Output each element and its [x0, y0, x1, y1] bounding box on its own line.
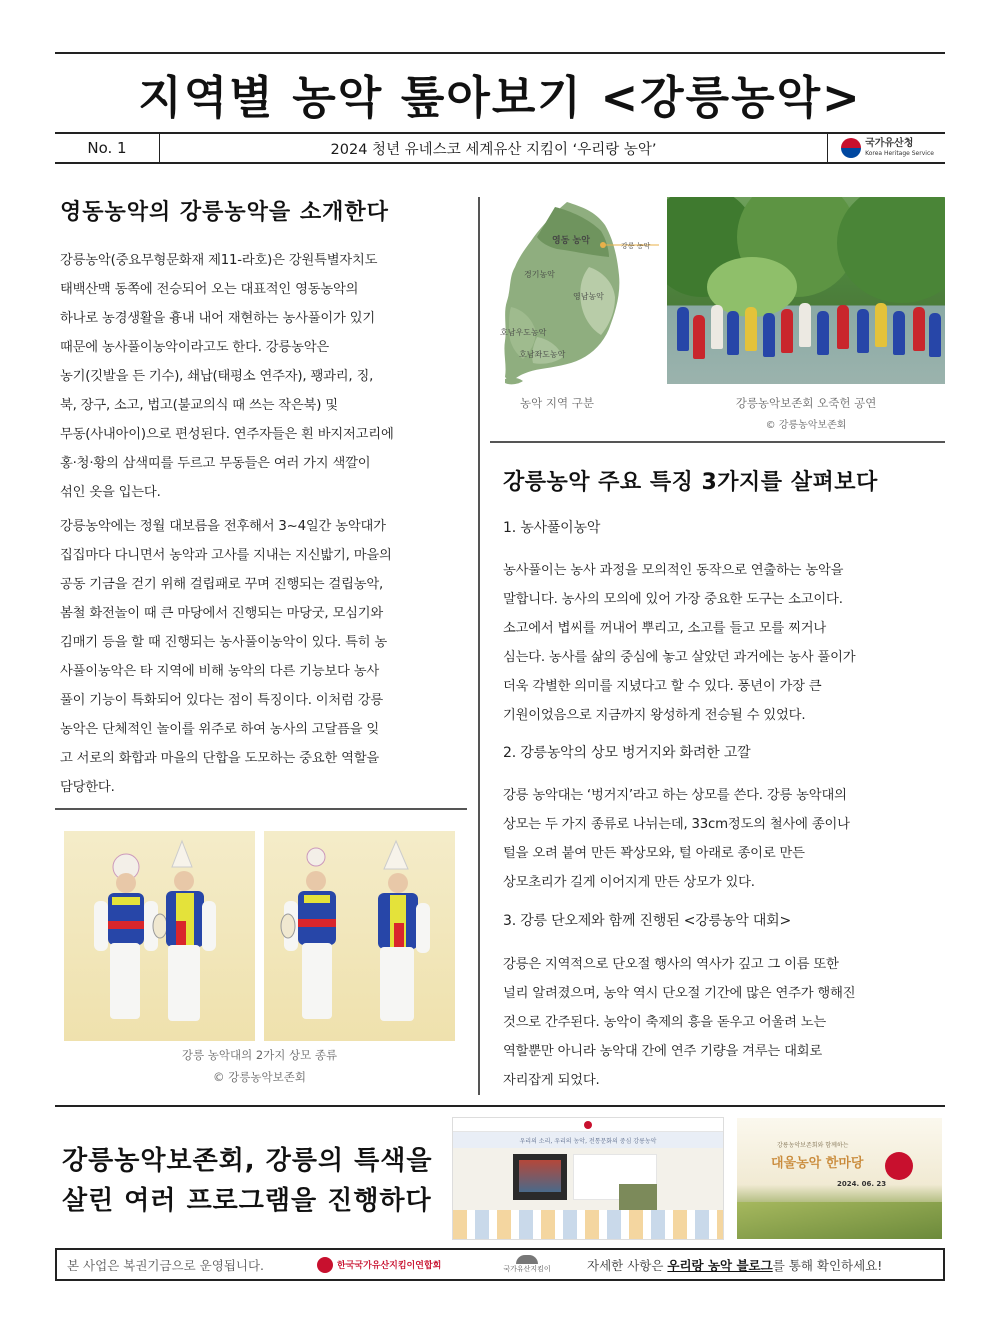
blog-link[interactable]: 우리랑 농악 블로그 — [667, 1257, 773, 1273]
org2-logo: 국가유산지킴이 — [487, 1255, 567, 1274]
photo-caption: 강릉농악보존회 오죽헌 공연 — [735, 396, 877, 410]
map-label-yeongdong: 영동 농악 — [552, 236, 590, 246]
feature-1-title: 1. 농사풀이농악 — [503, 520, 601, 536]
intro-paragraph-2 — [60, 512, 465, 802]
feature-1-line: 심는다. 농사를 삶의 중심에 놓고 살았던 과거에는 농사 풀이가 — [503, 650, 856, 665]
intro-p2-line: 집집마다 다니면서 농악과 고사를 지내는 지신밟기, 마을의 — [60, 548, 392, 563]
map-label-honam-jwado: 호남좌도농악 — [519, 350, 566, 359]
costume-caption: 강릉 농악대의 2가지 상모 종류 — [181, 1048, 338, 1062]
map-label-gyeonggi: 경기농악 — [524, 270, 555, 279]
org1-logo: 한국국가유산지킴이연합회 — [317, 1257, 487, 1273]
feature-2-line: 상모초리가 길게 이어지게 만든 상모가 있다. — [503, 875, 755, 890]
issue-subtitle: 2024 청년 유네스코 세계유산 지킴이 ‘우리랑 농악’ — [160, 134, 828, 162]
intro-p1-line: 농기(깃발을 든 기수), 쇄납(태평소 연주자), 꽹과리, 징, — [60, 369, 374, 384]
column-divider — [478, 197, 480, 1095]
feature-3-line: 강릉은 지역적으로 단오절 행사의 역사가 깊고 그 이름 또한 — [503, 957, 839, 972]
korea-map — [497, 197, 665, 389]
intro-p1-line: 하나로 농경생활을 흉내 내어 재현하는 농사풀이가 있기 — [60, 311, 375, 326]
map-label-honam-udo: 호남우도농악 — [500, 328, 547, 337]
intro-p2-line: 고 서로의 화합과 마을의 단합을 도모하는 중요한 역할을 — [60, 751, 380, 766]
feature-1-line: 농사풀이는 농사 과정을 모의적인 동작으로 연출하는 농악을 — [503, 563, 844, 578]
feature-1-line: 더욱 각별한 의미를 지녔다고 할 수 있다. 풍년이 가장 큰 — [503, 679, 822, 694]
taegeuk-icon — [841, 138, 861, 158]
org1-emblem-icon — [317, 1257, 333, 1273]
dancer-left-a — [94, 854, 167, 1019]
intro-p2-line: 풀이 기능이 특화되어 있다는 점이 특징이다. 이처럼 강릉 — [60, 693, 384, 708]
photo-credit: © 강릉농악보존회 — [765, 420, 847, 431]
dancer-right-a — [281, 848, 336, 1019]
dancers-illustration-left — [64, 831, 255, 1041]
performance-photo — [667, 197, 945, 384]
site-header — [453, 1118, 723, 1132]
issue-bar — [55, 132, 945, 164]
feature-2-line: 상모는 두 가지 종류로 나뉘는데, 33cm정도의 철사에 종이나 — [503, 817, 850, 832]
feature-3-line: 자리잡게 되었다. — [503, 1073, 600, 1088]
intro-p2-line: 담당한다. — [60, 780, 115, 795]
costume-credit: © 강릉농악보존회 — [213, 1070, 306, 1084]
dancer-right-b — [378, 841, 430, 1021]
dancer-left-b — [166, 841, 216, 1021]
costume-photo-right — [264, 831, 455, 1041]
site-thumb — [619, 1184, 657, 1210]
intro-p1-line: 무동(사내아이)으로 편성된다. 연주자들은 흰 바지저고리에 — [60, 427, 394, 442]
feature-2-text — [503, 781, 943, 897]
intro-paragraph-1 — [60, 246, 465, 507]
poster-hills — [737, 1202, 942, 1239]
website-screenshot — [452, 1117, 724, 1240]
poster-date-badge — [885, 1152, 913, 1180]
feature-1-line: 소고에서 볍씨를 꺼내어 뿌리고, 소고를 들고 모를 찌거나 — [503, 621, 827, 636]
program-heading-line2: 살린 여러 프로그램을 진행하다 — [62, 1186, 432, 1216]
poster-subtitle: 강릉농악보존회와 함께하는 — [777, 1142, 849, 1149]
feature-1-text — [503, 556, 943, 730]
intro-p1-line: 섞인 옷을 입는다. — [60, 485, 161, 500]
masthead — [55, 54, 945, 132]
map-label-yeongnam: 영남농악 — [573, 292, 604, 301]
intro-p1-line: 강릉농악(중요무형문화재 제11-라호)은 강원특별자치도 — [60, 253, 378, 268]
site-characters — [453, 1210, 724, 1240]
feature-1-line: 말합니다. 농사의 모의에 있어 가장 중요한 도구는 소고이다. — [503, 592, 843, 607]
feature-2-line: 털을 오려 붙여 만든 꽉상모와, 털 아래로 종이로 만든 — [503, 846, 805, 861]
intro-p1-line: 북, 장구, 소고, 법고(불교의식 때 쓰는 작은북) 및 — [60, 398, 338, 413]
page-title: 지역별 농악 톺아보기 <강릉농악> — [138, 70, 862, 124]
blog-note: 자세한 사항은 우리랑 농악 블로그를 통해 확인하세요! — [587, 1257, 883, 1273]
intro-p1-line: 때문에 농사풀이농악이라고도 한다. 강릉농악은 — [60, 340, 330, 355]
heritage-service-logo — [830, 134, 945, 162]
feature-3-line: 널리 알려졌으며, 농악 역시 단오절 기간에 많은 연주가 행해진 — [503, 986, 856, 1001]
program-heading-line1: 강릉농악보존회, 강릉의 특색을 — [62, 1146, 433, 1176]
intro-p2-line: 봄철 화전놀이 때 큰 마당에서 진행되는 마당굿, 모심기와 — [60, 606, 384, 621]
poster-date: 2024. 06. 23 — [837, 1180, 887, 1188]
feature-3-line: 것으로 간주된다. 농악이 축제의 흥을 돋우고 어울려 노는 — [503, 1015, 827, 1030]
map-caption: 농악 지역 구분 — [520, 396, 594, 410]
site-video — [513, 1154, 567, 1200]
intro-p2-line: 공동 기금을 걷기 위해 걸립패로 꾸며 진행되는 걸립농악, — [60, 577, 384, 592]
dancers-illustration-right — [264, 831, 455, 1041]
map-label-gangneung: 강릉 농악 — [621, 242, 651, 250]
intro-divider — [55, 808, 467, 810]
intro-p1-line: 홍·청·황의 삼색띠를 두르고 무동들은 여러 가지 색깔이 — [60, 456, 371, 471]
site-logo-icon — [584, 1121, 592, 1129]
event-poster — [737, 1118, 942, 1239]
poster-title: 대울농악 한마당 — [771, 1156, 864, 1171]
feature-3-line: 역할뿐만 아니라 농악대 간에 연주 기량을 겨루는 대회로 — [503, 1044, 823, 1059]
intro-p2-line: 김매기 등을 할 때 진행되는 농사풀이농악이 있다. 특히 농 — [60, 635, 388, 650]
logo-text: 국가유산청 Korea Heritage Service — [865, 138, 934, 158]
feature-2-line: 강릉 농악대는 ‘벙거지’라고 하는 상모를 쓴다. 강릉 농악대의 — [503, 788, 847, 803]
issue-number: No. 1 — [55, 134, 160, 162]
site-banner: 우리의 소리, 우리의 농악, 전통문화의 중심 강릉농악 — [453, 1132, 723, 1148]
intro-p1-line: 태백산맥 동쪽에 전승되어 오는 대표적인 영동농악의 — [60, 282, 359, 297]
footer-bar — [55, 1248, 945, 1281]
feature-3-text — [503, 950, 943, 1095]
lottery-note: 본 사업은 복권기금으로 운영됩니다. — [67, 1257, 265, 1273]
feature-3-title: 3. 강릉 단오제와 함께 진행된 <강릉농악 대회> — [503, 913, 792, 929]
org2-emblem-icon — [516, 1255, 538, 1264]
intro-p2-line: 사풀이농악은 타 지역에 비해 농악의 다른 기능보다 농사 — [60, 664, 380, 679]
intro-p2-line: 농악은 단체적인 놀이를 위주로 하여 농사의 고달픔을 잊 — [60, 722, 380, 737]
features-heading: 강릉농악 주요 특징 3가지를 살펴보다 — [503, 470, 878, 495]
costume-photo-left — [64, 831, 255, 1041]
intro-p2-line: 강릉농악에는 정월 대보름을 전후해서 3~4일간 농악대가 — [60, 519, 386, 534]
intro-heading: 영동농악의 강릉농악을 소개한다 — [60, 200, 389, 225]
features-divider — [490, 441, 945, 443]
feature-1-line: 기원이었음으로 지금까지 왕성하게 전승될 수 있었다. — [503, 708, 806, 723]
feature-2-title: 2. 강릉농악의 상모 벙거지와 화려한 고깔 — [503, 745, 751, 761]
